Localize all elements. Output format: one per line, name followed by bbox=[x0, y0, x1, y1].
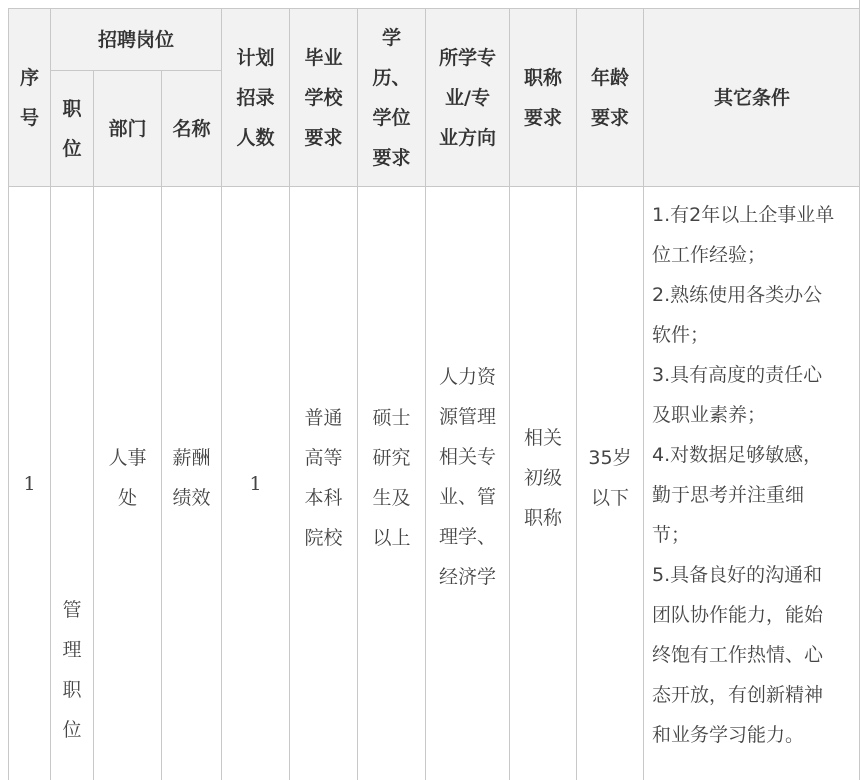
condition-line: 3.具有高度的责任心 bbox=[652, 364, 823, 386]
condition-line: 位工作经验； bbox=[652, 244, 767, 266]
header-major: 所学专 业/专 业方向 bbox=[425, 8, 509, 186]
condition-line: 终饱有工作热情、心 bbox=[652, 644, 824, 666]
header-school: 毕业 学校 要求 bbox=[289, 8, 357, 186]
header-recruit-group: 招聘岗位 bbox=[50, 8, 221, 70]
condition-line: 团队协作能力，能始 bbox=[652, 604, 824, 626]
row-degree: 硕士 研究 生及 以上 bbox=[357, 186, 425, 780]
row-school: 普通 高等 本科 院校 bbox=[289, 186, 357, 780]
condition-line: 软件； bbox=[652, 324, 710, 346]
header-other: 其它条件 bbox=[643, 8, 860, 186]
header-degree: 学 历、 学位 要求 bbox=[357, 8, 425, 186]
header-name: 名称 bbox=[161, 70, 221, 186]
row-major: 人力资 源管理 相关专 业、管 理学、 经济学 bbox=[425, 186, 509, 780]
header-seq: 序 号 bbox=[8, 8, 50, 186]
condition-line: 4.对数据足够敏感， bbox=[652, 444, 823, 466]
condition-line: 态开放，有创新精神 bbox=[652, 684, 824, 706]
condition-line: 1.有2年以上企事业单 bbox=[652, 204, 835, 226]
row-position: 管 理 职 位 bbox=[50, 186, 93, 780]
row-age: 35岁 以下 bbox=[576, 186, 643, 780]
condition-line: 节； bbox=[652, 524, 691, 546]
row-title: 相关 初级 职称 bbox=[509, 186, 576, 780]
condition-line: 5.具备良好的沟通和 bbox=[652, 564, 823, 586]
row-seq: 1 bbox=[8, 186, 50, 780]
header-department: 部门 bbox=[93, 70, 161, 186]
row-name: 薪酬 绩效 bbox=[161, 186, 221, 780]
condition-line: 和业务学习能力。 bbox=[652, 724, 805, 746]
row-department: 人事 处 bbox=[93, 186, 161, 780]
row-other-conditions bbox=[643, 186, 860, 780]
header-title: 职称 要求 bbox=[509, 8, 576, 186]
header-position: 职 位 bbox=[50, 70, 93, 186]
row-plan-count: 1 bbox=[221, 186, 289, 780]
condition-line: 2.熟练使用各类办公 bbox=[652, 284, 823, 306]
condition-line: 勤于思考并注重细 bbox=[652, 484, 805, 506]
condition-line: 及职业素养； bbox=[652, 404, 767, 426]
header-age: 年龄 要求 bbox=[576, 8, 643, 186]
header-plan-count: 计划 招录 人数 bbox=[221, 8, 289, 186]
